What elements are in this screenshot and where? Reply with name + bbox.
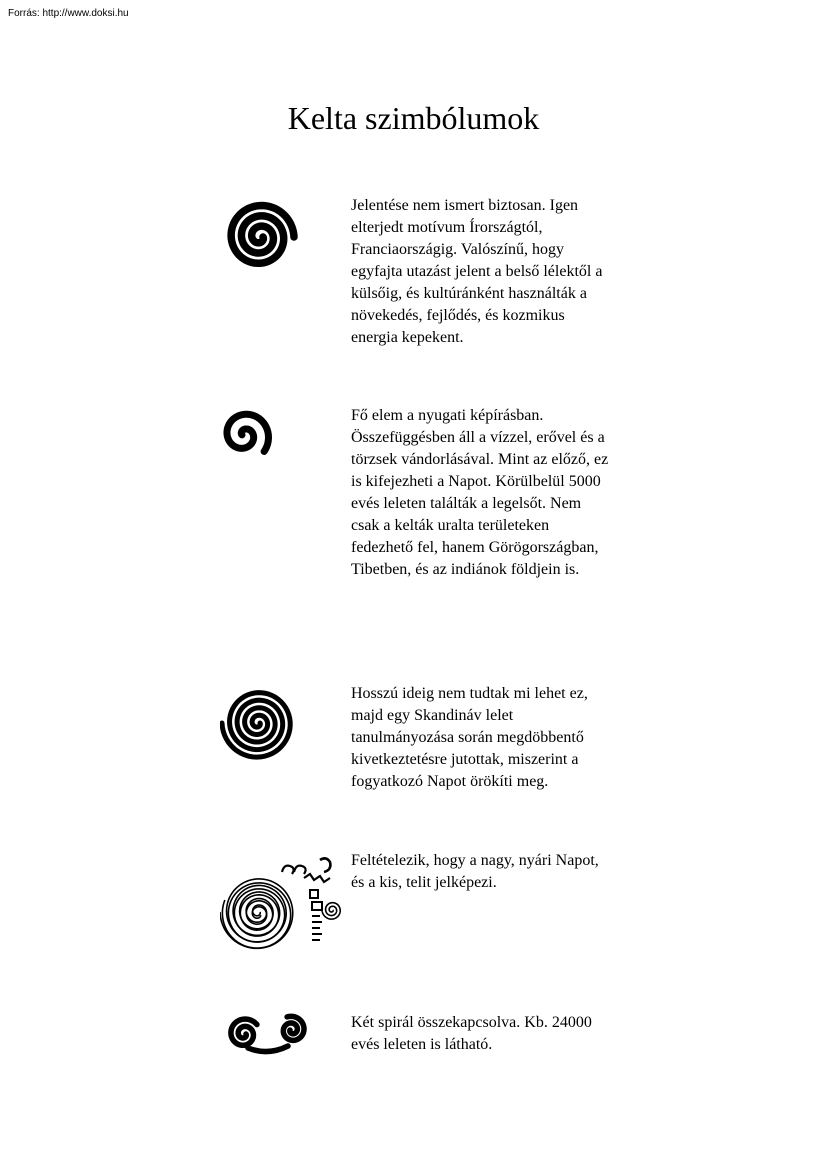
double-connected-spiral-icon bbox=[220, 1012, 338, 1122]
entry-text: Hosszú ideig nem tudtak mi lehet ez, majd egy Skandináv lelet tanulmányozása során megdöbbentő kivetkeztetésre jutottak, miszerint a fogyatkozó Napot örökíti meg. bbox=[351, 685, 588, 790]
page-title: Kelta szimbólumok bbox=[287, 100, 540, 136]
entry-text: Feltételezik, hogy a nagy, nyári Napot, és a kis, telit jelképezi. bbox=[351, 852, 599, 891]
entry-text: Jelentése nem ismert biztosan. Igen elterjedt motívum Írországtól, Franciaországig. Valószínű, hogy egyfajta utazást jelent a belső lélektől a külsőig, és kultúránként használták a növekedés, fejlődés, és kozmikus energia kepekent. bbox=[351, 197, 603, 346]
source-line: Forrás: http://www.doksi.hu bbox=[8, 8, 129, 19]
big-and-small-sun-spiral-icon bbox=[220, 850, 338, 960]
entry-text: Két spirál összekapcsolva. Kb. 24000 evés leleten is látható. bbox=[351, 1014, 592, 1053]
open-hook-spiral-icon bbox=[220, 405, 338, 515]
entry-text: Fő elem a nyugati képírásban. Összefüggésben áll a vízzel, erővel és a törzsek vándorlásával. Mint az előző, ez is kifejezheti a Napot. Körülbelül 5000 evés leleten találták a legelsőt. Nem csak a kelták uralta területeken fedezhető fel, hanem Görögországban, Tibetben, és az indiánok földjein is. bbox=[351, 407, 609, 578]
tight-sun-spiral-icon bbox=[220, 683, 338, 793]
triple-turn-spiral-icon bbox=[220, 195, 338, 305]
